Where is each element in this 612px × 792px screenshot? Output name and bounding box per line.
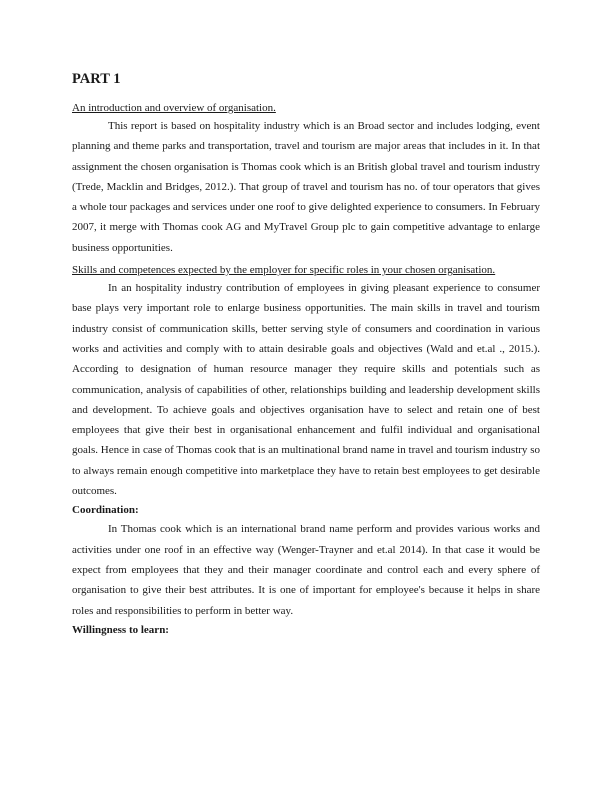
document-page <box>72 70 540 639</box>
willingness-heading: Willingness to learn: <box>72 623 169 636</box>
skills-paragraph: In an hospitality industry contribution of employees in giving pleasant experience to consumer base plays very important role to enlarge business opportunities. The main skills in travel and tourism industry consist of communication skills, better serving style of consumers and coordination in various works and activities and comply with to attain desirable goals and objectives (Wald and et.al ., 2015.). According to designation of human resource manager they require skills and potentials such as communication, analysis of capabilities of other, relationships building and leadership development skills and development. To achieve goals and objectives organisation have to select and retain one of best employees that give their best in organisational enhancement and fulfil individual and organisational goals. Hence in case of Thomas cook that is an multinational brand name in travel and tourism industry so to always remain enough competitive into marketplace they have to retain best employees to get desirable outcomes. <box>72 282 540 498</box>
part-heading: PART 1 <box>72 71 121 87</box>
section-title-introduction: An introduction and overview of organisation. <box>72 102 276 114</box>
coordination-paragraph: In Thomas cook which is an international brand name perform and provides various works and activities under one roof in an effective way (Wenger-Trayner and et.al 2014). In that case it would be expect from employees that they and their manager coordinate and control each and every sphere of organisation to give their best attributes. It is one of important for employee's because it helps in share roles and responsibilities to perform in better way. <box>72 523 540 617</box>
introduction-paragraph: This report is based on hospitality industry which is an Broad sector and includes lodging, event planning and theme parks and transportation, travel and tourism are major areas that includes in it. In that assignment the chosen organisation is Thomas cook which is an British global travel and tourism industry (Trede, Macklin and Bridges, 2012.). That group of travel and tourism has no. of tour operators that gives a whole tour packages and services under one roof to give delighted experience to consumers. In February 2007, it merge with Thomas cook AG and MyTravel Group plc to gain competitive advantage to enlarge business opportunities. <box>72 120 540 254</box>
coordination-heading: Coordination: <box>72 504 139 517</box>
section-title-skills: Skills and competences expected by the employer for specific roles in your chosen organisation. <box>72 264 496 277</box>
